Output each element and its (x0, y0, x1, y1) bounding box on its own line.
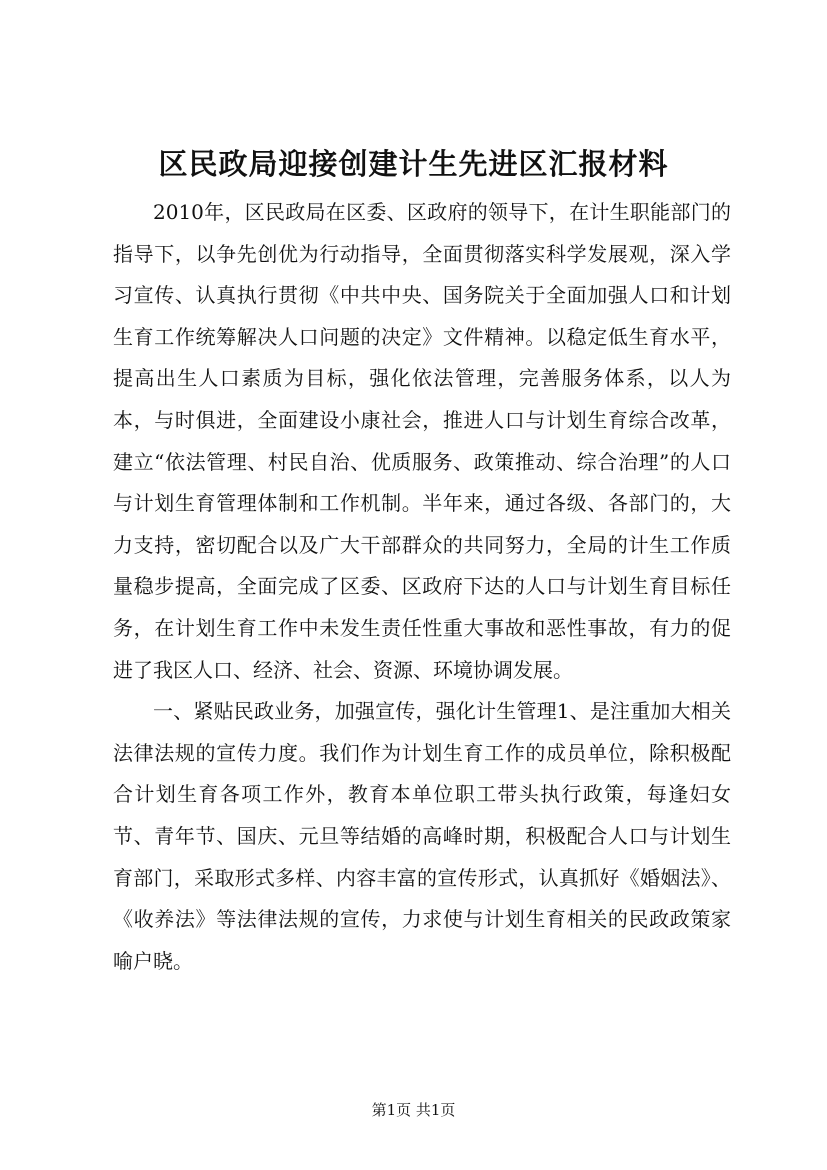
document-title: 区民政局迎接创建计生先进区汇报材料 (158, 147, 669, 181)
document-body (113, 192, 731, 982)
page-footer: 第1页 共1页 (371, 1101, 456, 1119)
paragraph-intro: 2010年，区民政局在区委、区政府的领导下，在计生职能部门的指导下，以争先创优为行动指导，全面贯彻落实科学发展观，深入学习宣传、认真执行贯彻《中共中央、国务院关于全面加强人口和计划生育工作统筹解决人口问题的决定》文件精神。以稳定低生育水平，提高出生人口素质为目标，强化依法管理，完善服务体系，以人为本，与时俱进，全面建设小康社会，推进人口与计划生育综合改革，建立“依法管理、村民自治、优质服务、政策推动、综合治理”的人口与计划生育管理体制和工作机制。半年来，通过各级、各部门的，大力支持，密切配合以及广大干部群众的共同努力，全局的计生工作质量稳步提高，全面完成了区委、区政府下达的人口与计划生育目标任务，在计划生育工作中未发生责任性重大事故和恶性事故，有力的促进了我区人口、经济、社会、资源、环境协调发展。 (113, 200, 731, 682)
paragraph-section-one: 一、紧贴民政业务，加强宣传，强化计生管理1、是注重加大相关法律法规的宣传力度。我们作为计划生育工作的成员单位，除积极配合计划生育各项工作外，教育本单位职工带头执行政策，每逢妇女节、青年节、国庆、元旦等结婚的高峰时期，积极配合人口与计划生育部门，采取形式多样、内容丰富的宣传形式，认真抓好《婚姻法》、《收养法》等法律法规的宣传，力求使与计划生育相关的民政政策家喻户晓。 (113, 699, 731, 973)
